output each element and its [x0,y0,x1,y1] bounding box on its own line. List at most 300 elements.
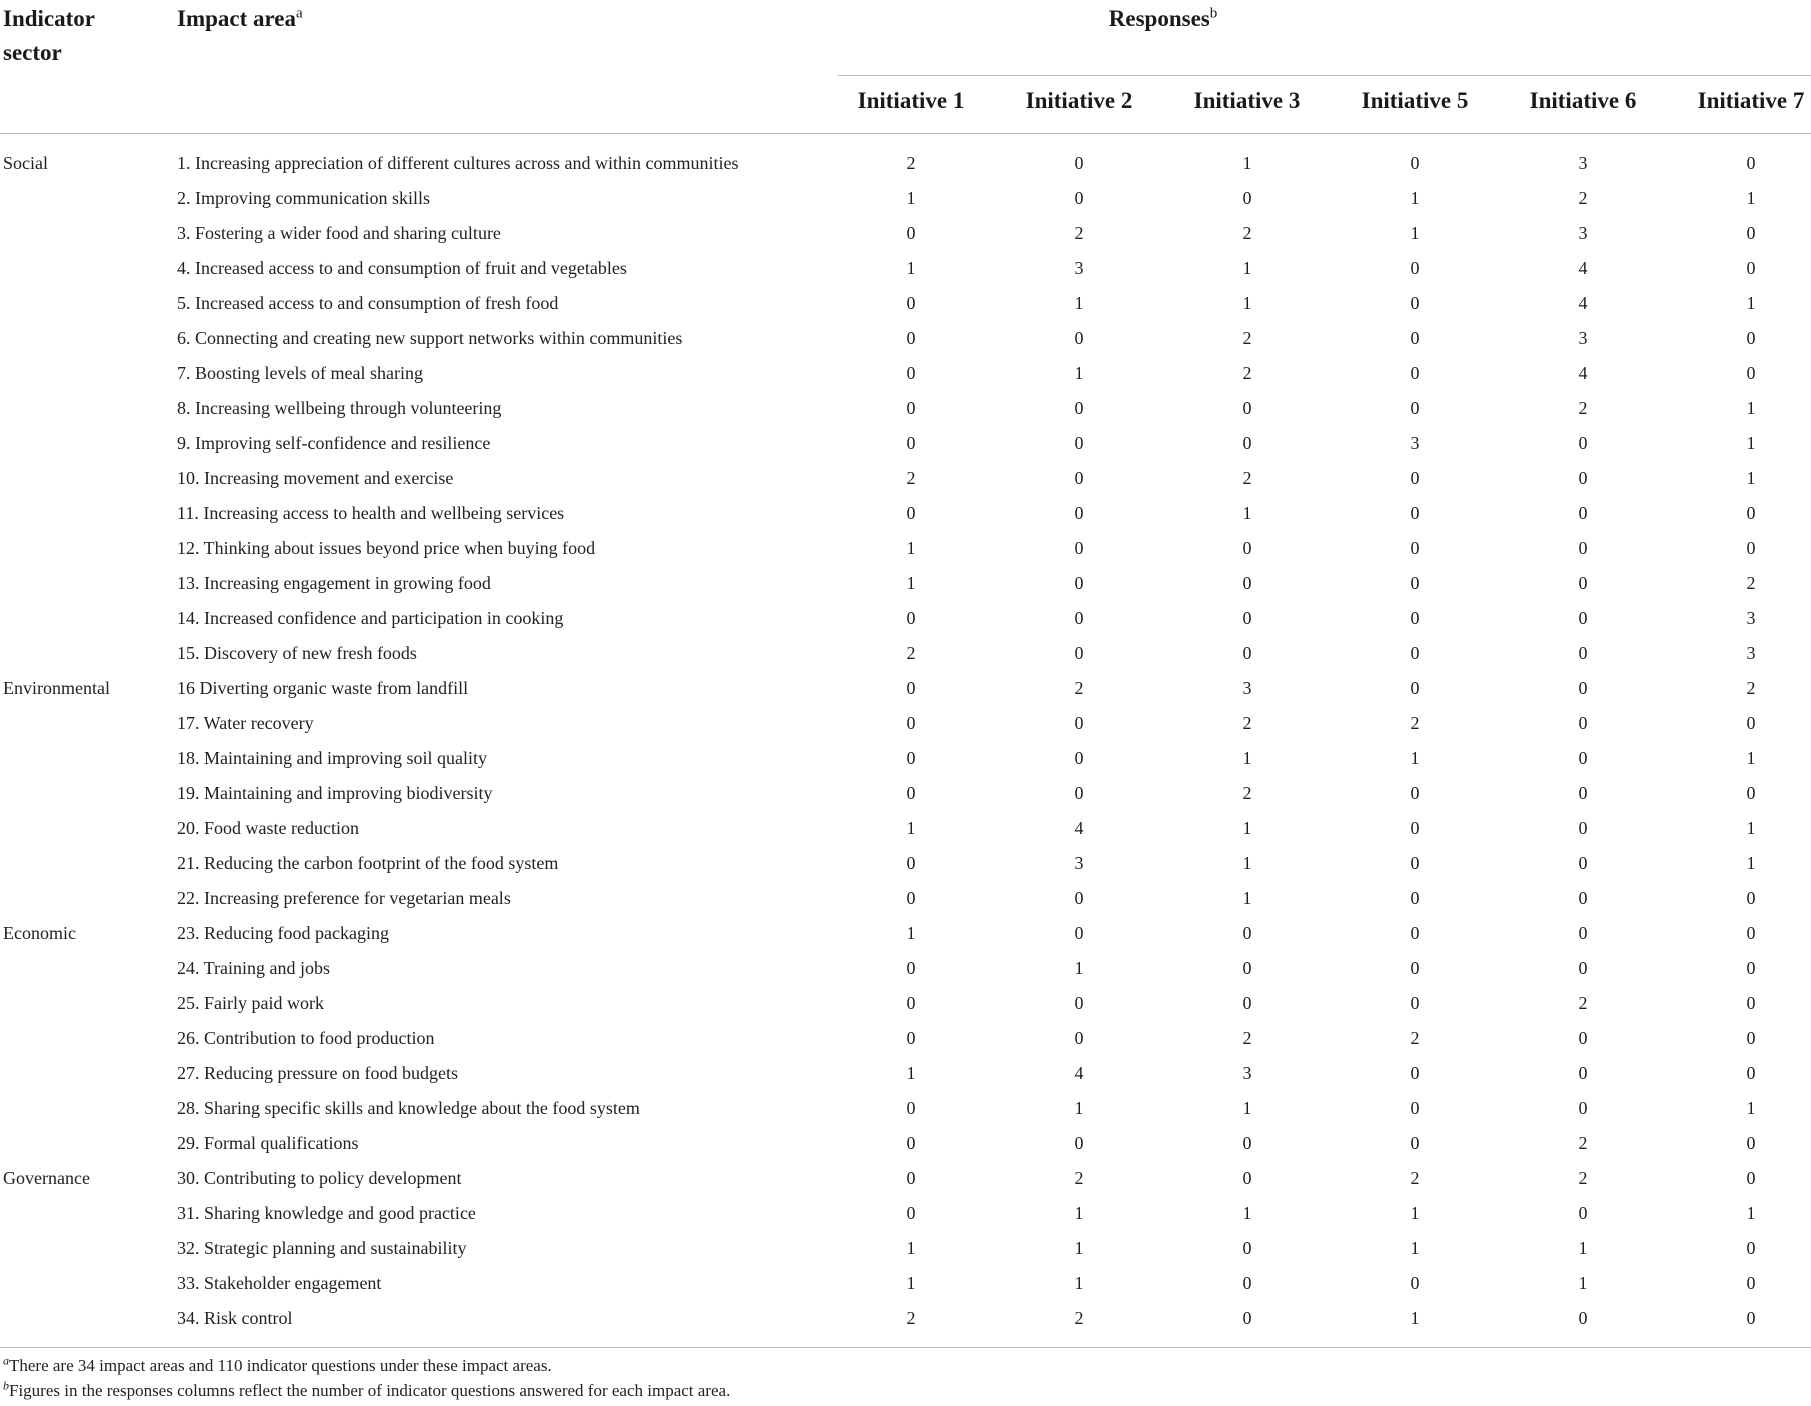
response-count-cell: 2 [1410,713,1420,733]
response-count-cell: 0 [1410,503,1420,523]
response-count-cell: 4 [1074,1063,1084,1083]
response-count-cell: 0 [1242,1273,1252,1293]
impact-area-cell: 34. Risk control [177,1308,293,1328]
response-count-cell: 1 [1242,853,1252,873]
response-count-cell: 3 [1242,1063,1252,1083]
response-count-cell: 0 [906,363,916,383]
response-count-cell: 0 [1410,258,1420,278]
initiative-header-5: Initiative 6 [1529,88,1637,113]
response-count-cell: 2 [1578,993,1588,1013]
response-count-cell: 1 [1746,293,1756,313]
response-count-cell: 1 [1410,188,1420,208]
response-count-cell: 0 [1074,783,1084,803]
response-count-cell: 0 [906,783,916,803]
impact-area-cell: 20. Food waste reduction [177,818,359,838]
response-count-cell: 0 [1410,923,1420,943]
response-count-cell: 0 [1410,1063,1420,1083]
initiative-header-3: Initiative 3 [1193,88,1301,113]
table-row [0,1301,1811,1336]
response-count-cell: 0 [906,1203,916,1223]
table-row [0,776,1811,811]
response-count-cell: 0 [1074,328,1084,348]
response-count-cell: 0 [1746,888,1756,908]
response-count-cell: 1 [1746,748,1756,768]
impact-area-cell: 1. Increasing appreciation of different cultures across and within communities [177,153,739,173]
response-count-cell: 0 [1746,1063,1756,1083]
impact-area-cell: 24. Training and jobs [177,958,331,978]
response-count-cell: 2 [1578,1133,1588,1153]
table-row [0,181,1811,216]
response-count-cell: 0 [1410,853,1420,873]
response-count-cell: 0 [1578,818,1588,838]
response-count-cell: 0 [1410,153,1420,173]
response-count-cell: 0 [906,503,916,523]
response-count-cell: 0 [906,1028,916,1048]
response-count-cell: 1 [1242,888,1252,908]
response-count-cell: 0 [1746,153,1756,173]
response-count-cell: 3 [1410,433,1420,453]
response-count-cell: 1 [1410,223,1420,243]
response-count-cell: 1 [906,188,916,208]
response-count-cell: 0 [1410,643,1420,663]
responses-rule [838,75,1811,76]
impact-area-cell: 6. Connecting and creating new support networks within communities [177,328,683,348]
table-row [0,811,1811,846]
response-count-cell: 1 [1242,1098,1252,1118]
response-count-cell: 2 [906,1308,916,1328]
response-count-cell: 2 [1074,1308,1084,1328]
impact-area-cell: 15. Discovery of new fresh foods [177,643,417,663]
response-count-cell: 0 [1410,363,1420,383]
response-count-cell: 0 [1242,958,1252,978]
response-count-cell: 0 [1074,608,1084,628]
response-count-cell: 0 [1074,1133,1084,1153]
response-count-cell: 0 [1410,888,1420,908]
impact-area-cell: 27. Reducing pressure on food budgets [177,1063,458,1083]
response-count-cell: 2 [1242,363,1252,383]
response-count-cell: 0 [1410,293,1420,313]
response-count-cell: 1 [1074,1238,1084,1258]
table-row [0,356,1811,391]
response-count-cell: 2 [1746,573,1756,593]
response-count-cell: 0 [1578,538,1588,558]
response-count-cell: 0 [1074,538,1084,558]
table-row [0,1126,1811,1161]
response-count-cell: 2 [1242,468,1252,488]
response-count-cell: 1 [1410,1203,1420,1223]
response-count-cell: 1 [1746,433,1756,453]
response-count-cell: 1 [1746,818,1756,838]
response-count-cell: 0 [1746,258,1756,278]
response-count-cell: 0 [1746,923,1756,943]
response-count-cell: 0 [1746,328,1756,348]
impact-area-cell: 10. Increasing movement and exercise [177,468,454,488]
table-row [0,636,1811,671]
table-row [0,496,1811,531]
impact-area-cell: 13. Increasing engagement in growing food [177,573,491,593]
response-count-cell: 0 [1746,1238,1756,1258]
response-count-cell: 0 [1746,993,1756,1013]
table-row [0,1196,1811,1231]
table-row [0,601,1811,636]
response-count-cell: 0 [1410,538,1420,558]
response-count-cell: 3 [1242,678,1252,698]
table-bottom-rule [0,1347,1811,1348]
response-count-cell: 0 [1578,1028,1588,1048]
impact-area-cell: 4. Increased access to and consumption of fruit and vegetables [177,258,627,278]
response-count-cell: 0 [906,293,916,313]
impact-area-cell: 17. Water recovery [177,713,314,733]
response-count-cell: 1 [1242,293,1252,313]
response-count-cell: 1 [1242,748,1252,768]
response-count-cell: 0 [1746,958,1756,978]
footnote-text: Figures in the responses columns reflect the number of indicator questions answered for each impact area. [9,1381,731,1400]
response-count-cell: 1 [906,573,916,593]
table-row [0,531,1811,566]
response-count-cell: 0 [906,748,916,768]
impact-area-header [177,2,303,36]
response-count-cell: 0 [1074,643,1084,663]
response-count-cell: 1 [1074,293,1084,313]
response-count-cell: 0 [1578,713,1588,733]
response-count-cell: 2 [1242,713,1252,733]
table-row [0,286,1811,321]
response-count-cell: 1 [1242,258,1252,278]
response-count-cell: 0 [906,1168,916,1188]
response-count-cell: 0 [1074,923,1084,943]
response-count-cell: 0 [1410,328,1420,348]
response-count-cell: 0 [1578,888,1588,908]
response-count-cell: 0 [906,958,916,978]
indicator-sector-cell: Environmental [3,678,110,698]
response-count-cell: 3 [1578,153,1588,173]
indicator-sector-header [3,2,95,70]
response-count-cell: 0 [1410,398,1420,418]
impact-area-cell: 22. Increasing preference for vegetarian meals [177,888,511,908]
table-row [0,146,1811,181]
response-count-cell: 3 [1074,853,1084,873]
impact-area-cell: 25. Fairly paid work [177,993,324,1013]
response-count-cell: 1 [1746,1203,1756,1223]
table-row [0,216,1811,251]
response-count-cell: 0 [906,608,916,628]
impact-area-cell: 29. Formal qualifications [177,1133,359,1153]
response-count-cell: 2 [1242,328,1252,348]
response-count-cell: 0 [1074,503,1084,523]
response-count-cell: 2 [1578,398,1588,418]
response-count-cell: 0 [1242,538,1252,558]
response-count-cell: 0 [1410,573,1420,593]
responses-footnote-mark: b [1209,5,1218,22]
impact-area-cell: 33. Stakeholder engagement [177,1273,382,1293]
response-count-cell: 4 [1578,363,1588,383]
impact-area-cell: 9. Improving self-confidence and resilience [177,433,491,453]
initiative-header-6: Initiative 7 [1697,88,1805,113]
response-count-cell: 0 [1242,608,1252,628]
response-count-cell: 2 [1242,223,1252,243]
response-count-cell: 0 [906,1098,916,1118]
response-count-cell: 2 [1242,783,1252,803]
table-row [0,986,1811,1021]
response-count-cell: 0 [1242,573,1252,593]
initiative-header-1: Initiative 1 [857,88,965,113]
response-count-cell: 0 [1746,1028,1756,1048]
response-count-cell: 1 [1746,398,1756,418]
response-count-cell: 0 [1578,433,1588,453]
response-count-cell: 0 [1410,608,1420,628]
response-count-cell: 0 [1578,923,1588,943]
response-count-cell: 2 [1746,678,1756,698]
response-count-cell: 1 [1242,1203,1252,1223]
response-count-cell: 0 [1242,643,1252,663]
response-count-cell: 0 [1074,573,1084,593]
indicator-sector-cell: Economic [3,923,76,943]
response-count-cell: 0 [1074,468,1084,488]
response-count-cell: 0 [1410,1098,1420,1118]
response-count-cell: 0 [1410,678,1420,698]
response-count-cell: 0 [1242,1133,1252,1153]
response-count-cell: 0 [1578,853,1588,873]
footnote-mark: b [3,1378,9,1393]
response-count-cell: 0 [1410,1273,1420,1293]
table-row [0,461,1811,496]
response-count-cell: 0 [906,223,916,243]
impact-area-cell: 2. Improving communication skills [177,188,430,208]
response-count-cell: 0 [906,1133,916,1153]
response-count-cell: 0 [1410,993,1420,1013]
response-count-cell: 0 [1074,398,1084,418]
response-count-cell: 0 [1578,678,1588,698]
response-count-cell: 0 [1242,1238,1252,1258]
response-count-cell: 0 [1746,713,1756,733]
response-count-cell: 0 [1746,1273,1756,1293]
table-row [0,1266,1811,1301]
response-count-cell: 0 [1578,1308,1588,1328]
response-count-cell: 0 [1746,1168,1756,1188]
response-count-cell: 0 [1410,1133,1420,1153]
response-count-cell: 1 [1074,1273,1084,1293]
table-row [0,1091,1811,1126]
response-count-cell: 0 [1578,573,1588,593]
response-count-cell: 0 [906,853,916,873]
response-count-cell: 1 [1578,1273,1588,1293]
indicator-sector-header-line1: Indicator [3,6,95,31]
table-row [0,846,1811,881]
impact-area-cell: 19. Maintaining and improving biodiversity [177,783,493,803]
response-count-cell: 0 [906,713,916,733]
initiative-header-2: Initiative 2 [1025,88,1133,113]
table-row [0,1021,1811,1056]
response-count-cell: 1 [1074,1098,1084,1118]
response-count-cell: 1 [1074,363,1084,383]
response-count-cell: 0 [906,678,916,698]
response-count-cell: 1 [1746,1098,1756,1118]
response-count-cell: 2 [1242,1028,1252,1048]
response-count-cell: 0 [1074,1028,1084,1048]
response-count-cell: 0 [1242,398,1252,418]
initiative-header-4: Initiative 5 [1361,88,1469,113]
response-count-cell: 3 [1746,608,1756,628]
impact-area-footnote-mark: a [296,5,303,22]
response-count-cell: 1 [1410,1308,1420,1328]
footnote-b [3,1379,730,1403]
response-count-cell: 2 [906,153,916,173]
response-count-cell: 0 [1578,958,1588,978]
response-count-cell: 1 [1242,818,1252,838]
response-count-cell: 0 [1746,783,1756,803]
response-count-cell: 0 [1410,783,1420,803]
response-count-cell: 4 [1074,818,1084,838]
response-count-cell: 4 [1578,258,1588,278]
response-count-cell: 1 [906,538,916,558]
indicator-sector-header-line2: sector [3,40,62,65]
response-count-cell: 0 [906,888,916,908]
response-count-cell: 2 [1410,1028,1420,1048]
impact-area-cell: 32. Strategic planning and sustainability [177,1238,467,1258]
responses-header-label: Responses [1108,6,1210,31]
response-count-cell: 0 [1074,888,1084,908]
response-count-cell: 2 [1410,1168,1420,1188]
response-count-cell: 4 [1578,293,1588,313]
response-count-cell: 0 [1578,1063,1588,1083]
table-row [0,1161,1811,1196]
response-count-cell: 1 [906,1063,916,1083]
response-count-cell: 0 [1578,783,1588,803]
table-row [0,1056,1811,1091]
response-count-cell: 0 [906,398,916,418]
impact-area-cell: 28. Sharing specific skills and knowledge about the food system [177,1098,640,1118]
table-row [0,1231,1811,1266]
table-row [0,741,1811,776]
response-count-cell: 0 [1746,223,1756,243]
response-count-cell: 0 [1746,503,1756,523]
response-count-cell: 0 [1074,188,1084,208]
response-count-cell: 0 [1074,713,1084,733]
impact-area-cell: 18. Maintaining and improving soil quality [177,748,487,768]
impact-area-cell: 11. Increasing access to health and wellbeing services [177,503,565,523]
response-count-cell: 0 [1746,538,1756,558]
response-count-cell: 2 [1578,188,1588,208]
response-count-cell: 1 [906,923,916,943]
response-count-cell: 1 [1410,1238,1420,1258]
response-count-cell: 0 [1242,1308,1252,1328]
response-count-cell: 0 [1410,958,1420,978]
response-count-cell: 0 [1578,608,1588,628]
response-count-cell: 0 [1578,468,1588,488]
response-count-cell: 0 [1074,433,1084,453]
impact-area-cell: 5. Increased access to and consumption of fresh food [177,293,559,313]
footnote-a [3,1354,552,1378]
impact-area-cell: 16 Diverting organic waste from landfill [177,678,469,698]
table-row [0,951,1811,986]
response-count-cell: 1 [906,258,916,278]
response-count-cell: 1 [1410,748,1420,768]
impact-area-cell: 23. Reducing food packaging [177,923,389,943]
table-row [0,391,1811,426]
response-count-cell: 0 [1746,1133,1756,1153]
response-count-cell: 0 [1242,188,1252,208]
response-count-cell: 0 [1074,153,1084,173]
impact-area-cell: 3. Fostering a wider food and sharing culture [177,223,501,243]
indicator-sector-cell: Social [3,153,48,173]
table-row [0,251,1811,286]
response-count-cell: 0 [1578,503,1588,523]
response-count-cell: 2 [1578,1168,1588,1188]
response-count-cell: 0 [1578,748,1588,768]
response-count-cell: 1 [1242,153,1252,173]
response-count-cell: 3 [1746,643,1756,663]
response-count-cell: 0 [1746,363,1756,383]
impact-area-cell: 26. Contribution to food production [177,1028,435,1048]
response-count-cell: 2 [1074,678,1084,698]
table-row [0,706,1811,741]
response-count-cell: 1 [1242,503,1252,523]
response-count-cell: 1 [1074,1203,1084,1223]
response-count-cell: 0 [1242,433,1252,453]
impact-area-cell: 8. Increasing wellbeing through volunteering [177,398,502,418]
response-count-cell: 0 [1242,923,1252,943]
response-count-cell: 3 [1578,328,1588,348]
table-row [0,916,1811,951]
response-count-cell: 0 [1578,1098,1588,1118]
response-count-cell: 1 [1746,468,1756,488]
response-count-cell: 2 [906,468,916,488]
indicator-sector-cell: Governance [3,1168,90,1188]
response-count-cell: 0 [1410,818,1420,838]
impact-area-cell: 12. Thinking about issues beyond price when buying food [177,538,596,558]
response-count-cell: 1 [1746,853,1756,873]
response-count-cell: 0 [1578,1203,1588,1223]
response-count-cell: 0 [1242,1168,1252,1188]
response-count-cell: 2 [1074,1168,1084,1188]
footnote-text: There are 34 impact areas and 110 indicator questions under these impact areas. [9,1356,552,1375]
impact-area-cell: 21. Reducing the carbon footprint of the food system [177,853,559,873]
response-count-cell: 0 [1578,643,1588,663]
response-count-cell: 0 [1410,468,1420,488]
response-count-cell: 0 [1074,993,1084,1013]
table-row [0,426,1811,461]
response-count-cell: 1 [906,1273,916,1293]
impact-area-cell: 7. Boosting levels of meal sharing [177,363,423,383]
response-count-cell: 0 [1074,748,1084,768]
response-count-cell: 3 [1578,223,1588,243]
response-count-cell: 0 [1242,993,1252,1013]
response-count-cell: 0 [1746,1308,1756,1328]
response-count-cell: 0 [906,993,916,1013]
response-count-cell: 1 [1578,1238,1588,1258]
footnote-mark: a [3,1353,9,1368]
response-count-cell: 2 [906,643,916,663]
response-count-cell: 1 [1074,958,1084,978]
impact-area-cell: 14. Increased confidence and participation in cooking [177,608,564,628]
header-bottom-rule [0,133,1811,134]
impact-area-header-label: Impact area [177,6,297,31]
responses-header [1013,2,1313,36]
response-count-cell: 1 [1746,188,1756,208]
response-count-cell: 2 [1074,223,1084,243]
table-row [0,671,1811,706]
table-row [0,566,1811,601]
response-count-cell: 0 [906,328,916,348]
response-count-cell: 3 [1074,258,1084,278]
table-row [0,881,1811,916]
table-row [0,321,1811,356]
impact-area-cell: 30. Contributing to policy development [177,1168,462,1188]
response-count-cell: 1 [906,1238,916,1258]
response-count-cell: 0 [906,433,916,453]
impact-area-cell: 31. Sharing knowledge and good practice [177,1203,476,1223]
response-count-cell: 1 [906,818,916,838]
